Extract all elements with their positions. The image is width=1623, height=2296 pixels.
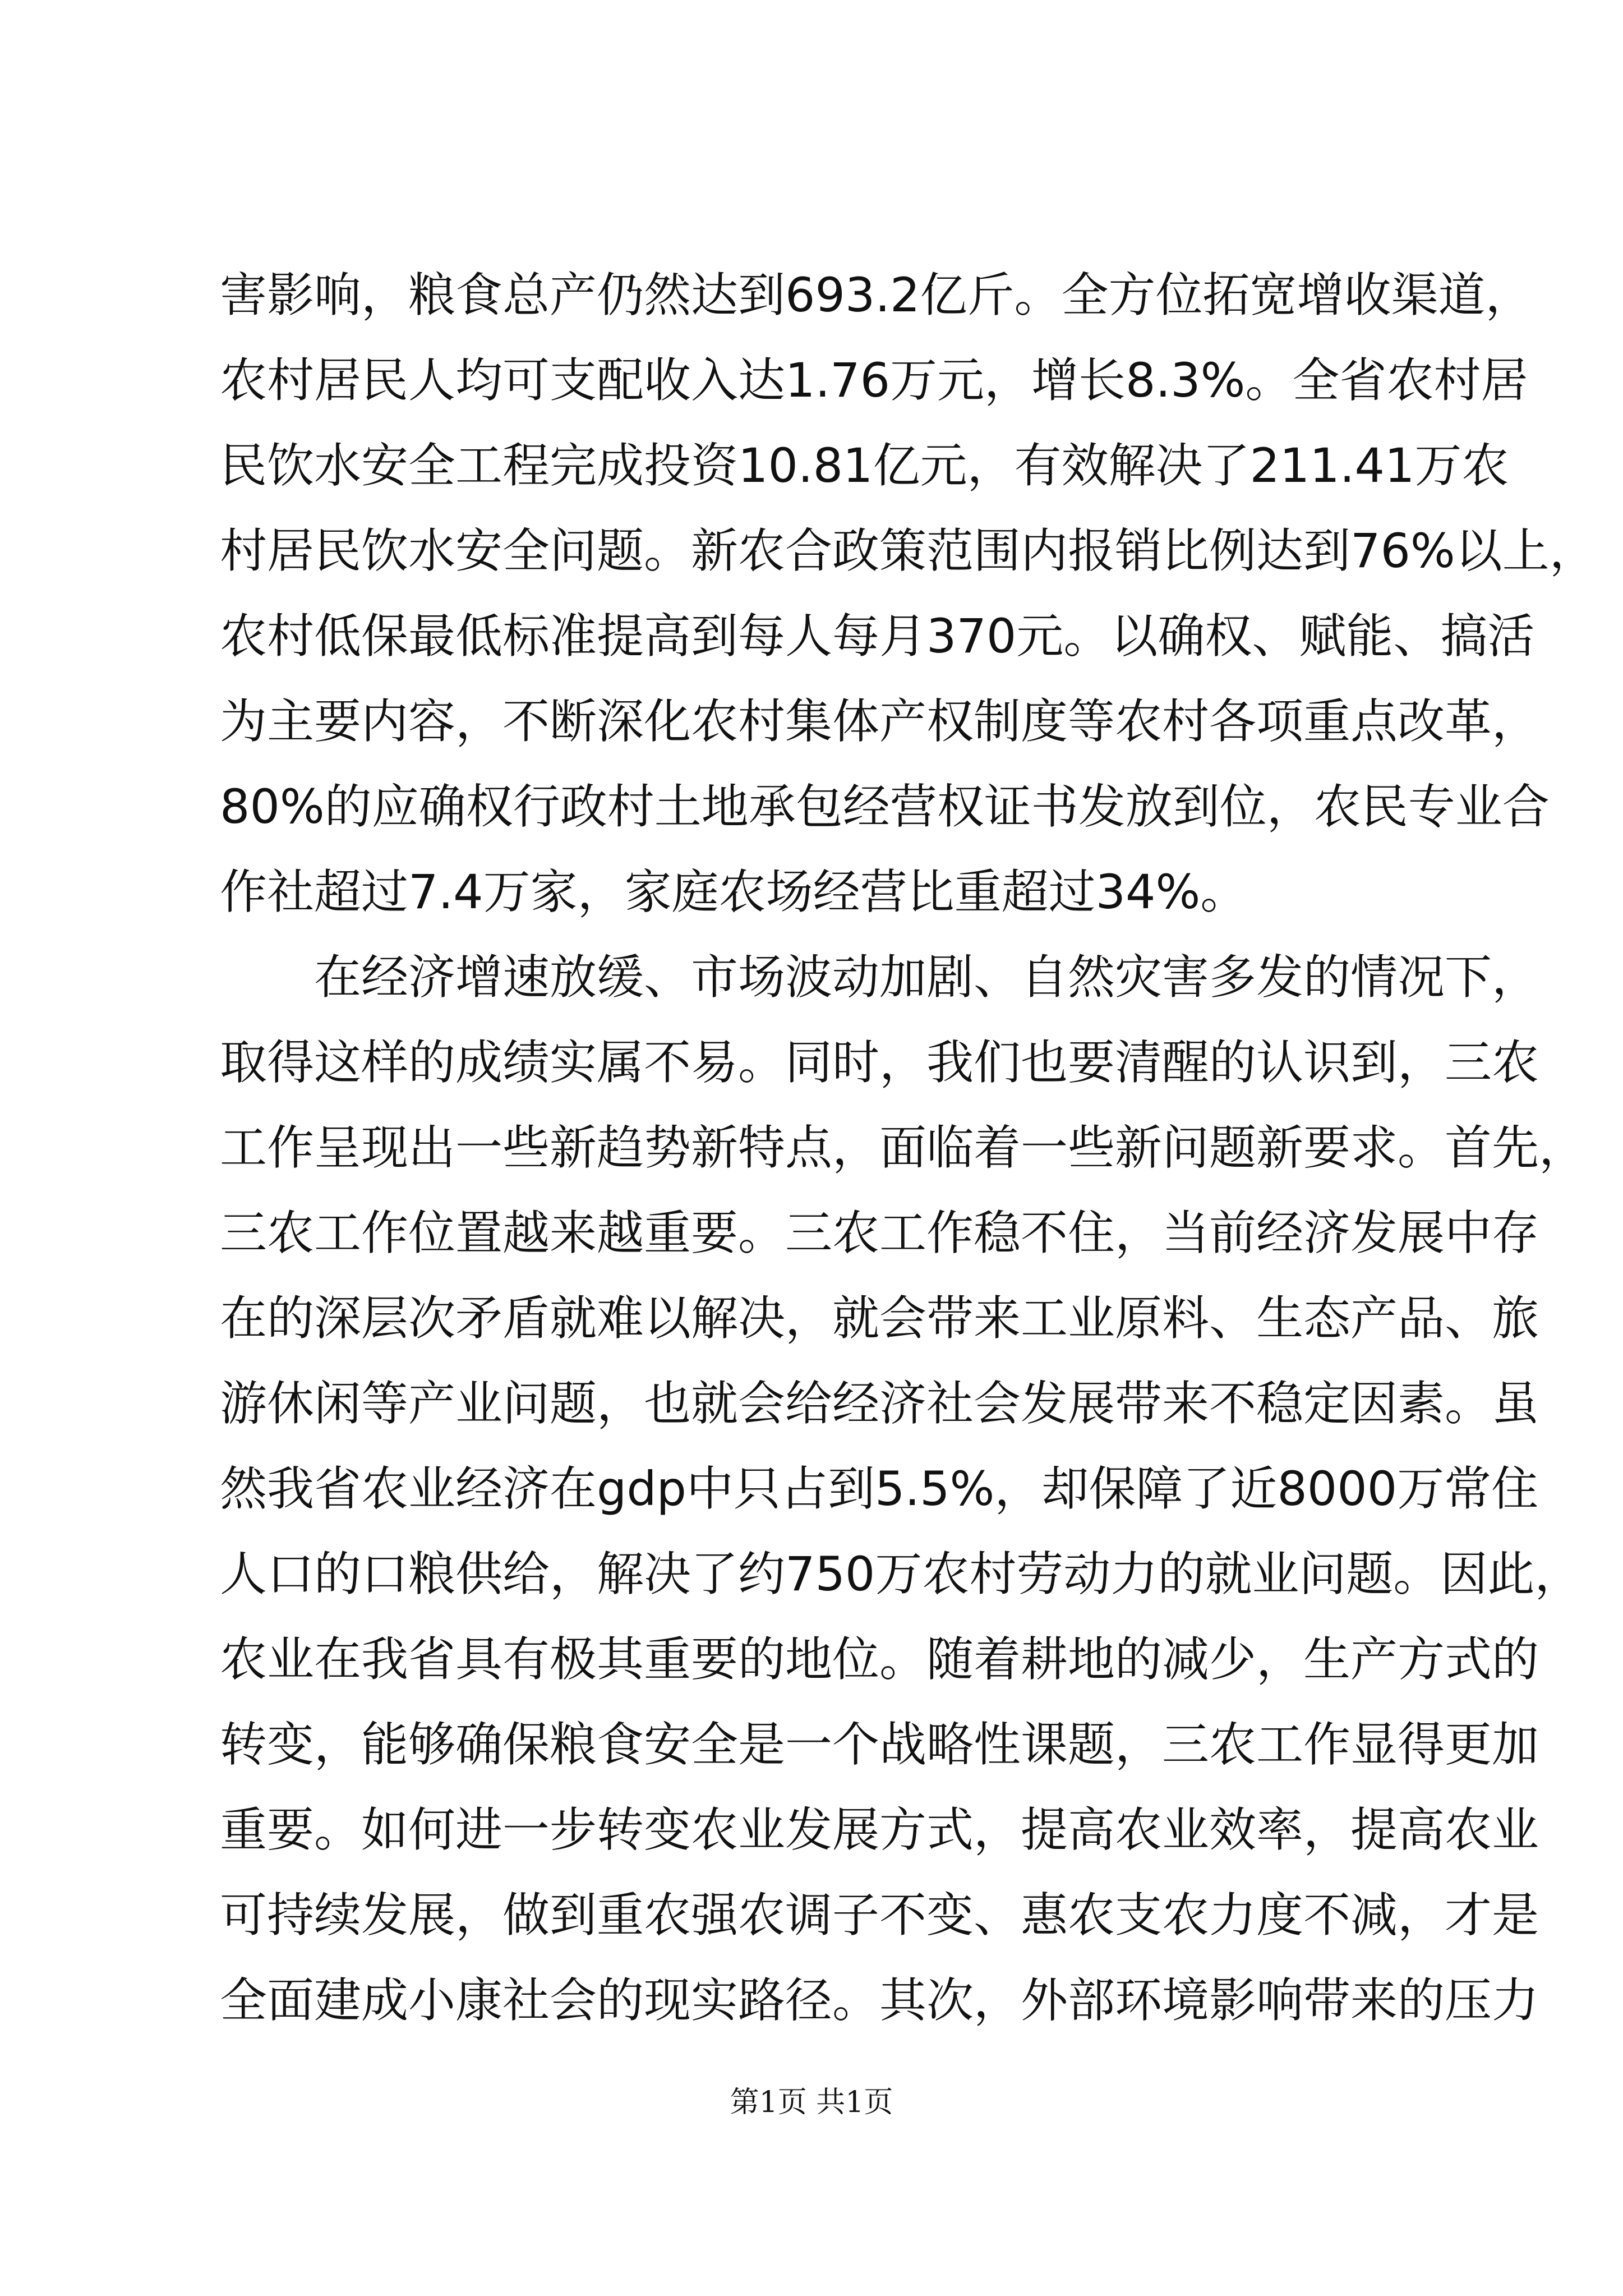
text-line: 转变，能够确保粮食安全是一个战略性课题，三农工作显得更加 xyxy=(220,1717,1539,1772)
page-number-footer: 第1页 共1页 xyxy=(730,2086,893,2119)
document-body xyxy=(220,252,1597,2043)
text-line: 农业在我省具有极其重要的地位。随着耕地的减少，生产方式的 xyxy=(220,1632,1539,1687)
text-line: 可持续发展，做到重农强农调子不变、惠农支农力度不减，才是 xyxy=(220,1888,1539,1943)
text-line: 民饮水安全工程完成投资10.81亿元，有效解决了211.41万农 xyxy=(220,438,1509,493)
text-line: 然我省农业经济在gdp中只占到5.5%，却保障了近8000万常住 xyxy=(220,1461,1539,1516)
paragraph-first-line: 在经济增速放缓、市场波动加剧、自然灾害多发的情况下， xyxy=(314,950,1539,1005)
text-line: 在的深层次矛盾就难以解决，就会带来工业原料、生态产品、旅 xyxy=(220,1291,1539,1346)
text-line: 游休闲等产业问题，也就会给经济社会发展带来不稳定因素。虽 xyxy=(220,1376,1539,1431)
text-line: 为主要内容，不断深化农村集体产权制度等农村各项重点改革， xyxy=(220,694,1539,749)
text-line: 农村低保最低标准提高到每人每月370元。以确权、赋能、搞活 xyxy=(220,609,1535,664)
text-line: 农村居民人均可支配收入达1.76万元，增长8.3%。全省农村居 xyxy=(220,353,1528,408)
text-line: 全面建成小康社会的现实路径。其次，外部环境影响带来的压力 xyxy=(220,1973,1539,2028)
text-line: 三农工作位置越来越重要。三农工作稳不住，当前经济发展中存 xyxy=(220,1205,1539,1260)
text-line: 人口的口粮供给，解决了约750万农村劳动力的就业问题。因此， xyxy=(220,1547,1582,1602)
text-line: 害影响，粮食总产仍然达到693.2亿斤。全方位拓宽增收渠道， xyxy=(220,268,1533,323)
text-line: 作社超过7.4万家，家庭农场经营比重超过34%。 xyxy=(220,864,1248,919)
text-line: 村居民饮水安全问题。新农合政策范围内报销比例达到76%以上， xyxy=(220,523,1597,578)
text-line: 80%的应确权行政村土地承包经营权证书发放到位，农民专业合 xyxy=(220,779,1550,834)
text-line: 取得这样的成绩实属不易。同时，我们也要清醒的认识到，三农 xyxy=(220,1035,1539,1090)
text-line: 重要。如何进一步转变农业发展方式，提高农业效率，提高农业 xyxy=(220,1802,1539,1857)
text-line: 工作呈现出一些新趋势新特点，面临着一些新问题新要求。首先， xyxy=(220,1120,1587,1175)
